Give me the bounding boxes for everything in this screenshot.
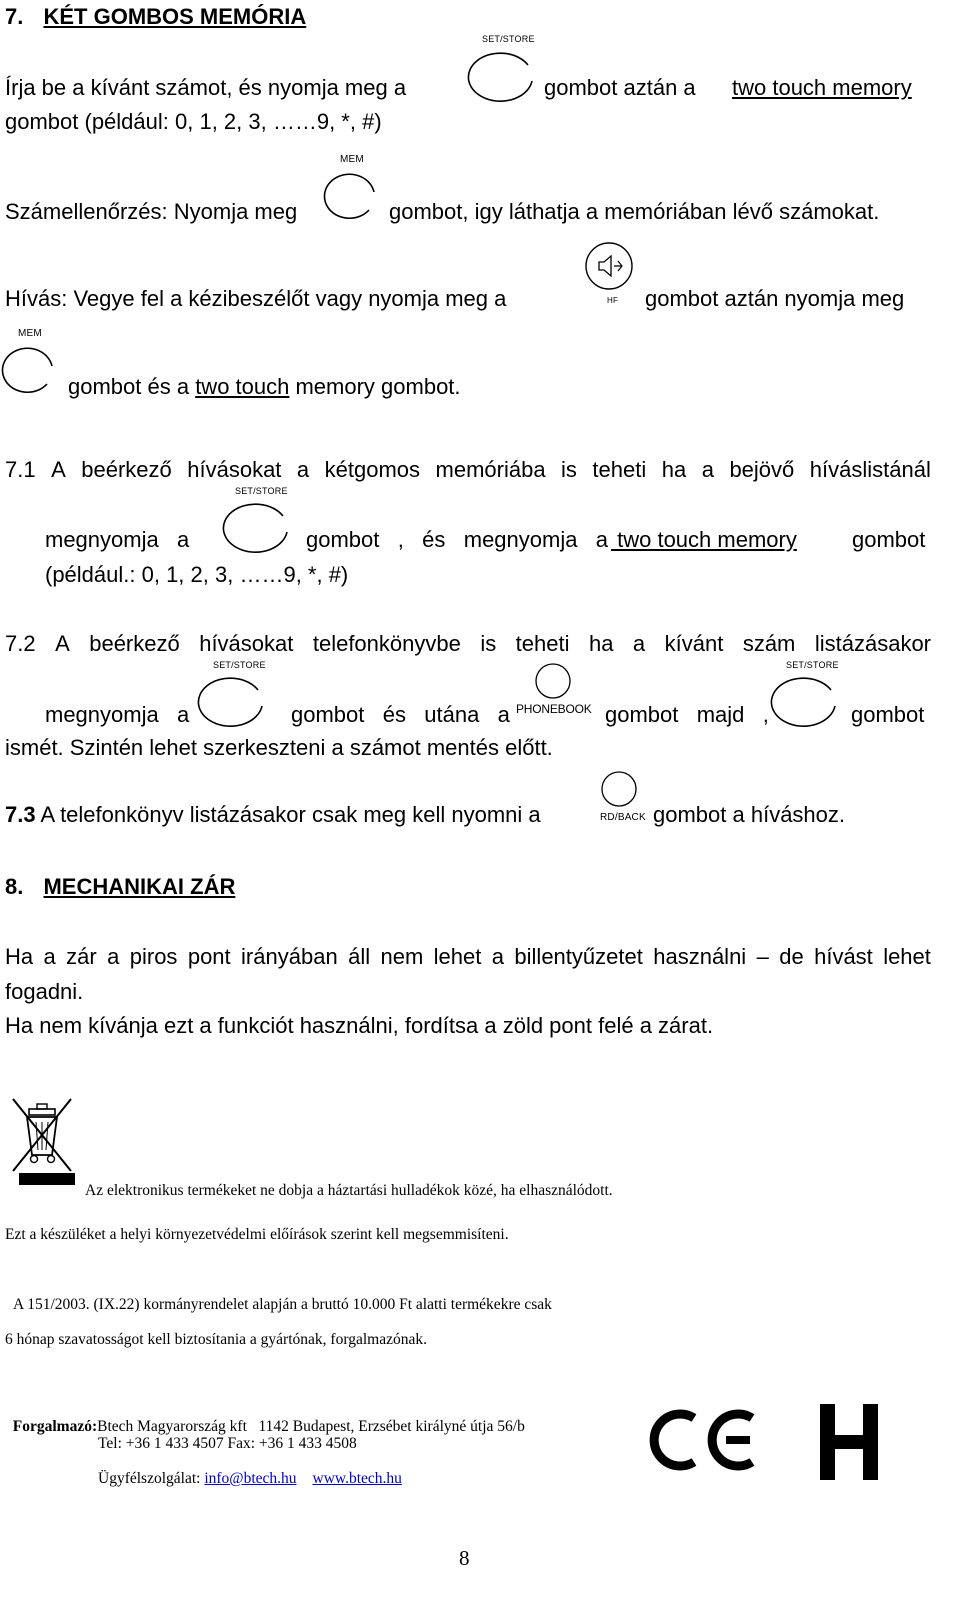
- section-8-number: 8.: [5, 874, 24, 899]
- s72-w3: hívásokat: [199, 631, 294, 656]
- s71-line1: [5, 457, 931, 483]
- set-store-label-4: SET/STORE: [786, 660, 839, 670]
- s7-line2-text: gombot (például: 0, 1, 2, 3, ……9, *, #): [5, 109, 382, 134]
- s72-line2-text-b: gombot és utána a: [291, 702, 510, 727]
- s72-w4: telefonkönyvbe: [312, 631, 461, 656]
- rd-back-label: RD/BACK: [600, 812, 646, 823]
- s8-w5: pont: [187, 944, 231, 969]
- s71-w12: híváslistánál: [809, 457, 931, 482]
- mem-button-icon-2: [3, 328, 63, 395]
- crossed-bin-icon: [5, 1095, 77, 1187]
- s8-w8: nem: [380, 944, 424, 969]
- s8-p1-line1: [5, 944, 931, 970]
- s8-p2: Ha nem kívánja ezt a funkciót használni, fordítsa a zöld pont felé a zárat.: [5, 1013, 714, 1038]
- s72-w11: listázásakor: [814, 631, 931, 656]
- s72-w8: a: [632, 631, 646, 656]
- s8-w12: használni: [653, 944, 747, 969]
- s71-w2: beérkező: [81, 457, 172, 482]
- website-link[interactable]: www.btech.hu: [312, 1470, 402, 1487]
- s73-number: 7.3: [5, 802, 36, 827]
- call-line2: [68, 374, 461, 400]
- s72-w5: is: [480, 631, 497, 656]
- s72-w7: ha: [588, 631, 614, 656]
- section-7-title: KÉT GOMBOS MEMÓRIA: [43, 4, 307, 29]
- s72-w2: beérkező: [89, 631, 180, 656]
- s72-w0: 7.2: [5, 631, 36, 656]
- s72-line1: [5, 631, 931, 657]
- call-text-b: gombot aztán nyomja meg: [645, 286, 905, 311]
- s8-w2: zár: [66, 944, 97, 969]
- s71-w1: A: [51, 457, 66, 482]
- section-7-heading: [5, 4, 306, 30]
- section-7-number: 7.: [5, 4, 24, 29]
- s8-w7: áll: [348, 944, 371, 969]
- mem-button-icon: [325, 154, 385, 221]
- warranty-line2: 6 hónap szavatosságot kell biztosítania a gyártónak, forgalmazónak.: [5, 1331, 427, 1348]
- s71-line2-text-c: gombot: [852, 527, 926, 552]
- section-8-heading: [5, 874, 235, 900]
- section-8-title: MECHANIKAI ZÁR: [43, 874, 236, 899]
- hf-label: HF: [607, 296, 619, 305]
- s8-w4: piros: [129, 944, 178, 969]
- two-touch-memory-text: two touch memory: [732, 75, 912, 100]
- s72-line2-text-c: gombot majd ,: [605, 702, 769, 727]
- s72-line3: ismét. Szintén lehet szerkeszteni a számot mentés előtt.: [5, 735, 553, 760]
- warranty-line1: A 151/2003. (IX.22) kormányrendelet alapján a bruttó 10.000 Ft alatti termékekre csak: [13, 1296, 552, 1313]
- distributor-label: Forgalmazó:: [12, 1418, 98, 1435]
- distributor-phone: Tel: +36 1 433 4507 Fax: +36 1 433 4508: [98, 1435, 357, 1452]
- s71-w7: is: [561, 457, 577, 482]
- s73-text-b: gombot a híváshoz.: [653, 802, 846, 827]
- s71-w0: 7.1: [5, 457, 36, 482]
- s8-w9: lehet: [433, 944, 482, 969]
- s7-line1-text-b: gombot aztán a: [544, 75, 696, 100]
- distributor-company: Btech Magyarország kft 1142 Budapest, Erzsébet királyné útja 56/b: [97, 1418, 525, 1435]
- set-store-label-2: SET/STORE: [235, 486, 288, 496]
- distributor-line: [5, 1400, 525, 1436]
- s71-w11: bejövő: [729, 457, 795, 482]
- s73-line: [5, 802, 541, 828]
- s72-line2-text-d: gombot: [851, 702, 925, 727]
- s71-two-touch-memory: two touch memory: [611, 527, 797, 552]
- ce-mark-logo: [650, 1410, 760, 1470]
- s72-w1: A: [55, 631, 70, 656]
- phonebook-label: PHONEBOOK: [516, 702, 592, 716]
- s8-w3: a: [107, 944, 120, 969]
- set-store-label-3: SET/STORE: [213, 660, 266, 670]
- email-link[interactable]: info@btech.hu: [204, 1470, 297, 1487]
- s8-w6: irányában: [241, 944, 338, 969]
- distributor-service: [98, 1470, 402, 1488]
- call-text-a: Hívás: Vegye fel a kézibeszélőt vagy nyomja meg a: [5, 286, 507, 311]
- set-store-button-icon-4: [773, 660, 843, 732]
- disposal-line2: Ezt a készüléket a helyi környezetvédelmi előírások szerint kell megsemmisíteni.: [5, 1226, 509, 1243]
- call2-text-a: gombot és a: [68, 374, 196, 399]
- s8-w14: de: [779, 944, 804, 969]
- s73-text-a: A telefonkönyv listázásakor csak meg kell nyomni a: [35, 802, 541, 827]
- s8-w10: a: [491, 944, 505, 969]
- disposal-line1: Az elektronikus termékeket ne dobja a háztartási hulladékok közé, ha elhasználódott.: [85, 1182, 613, 1199]
- s71-line3: (például.: 0, 1, 2, 3, ……9, *, #): [45, 562, 349, 587]
- h-mark-logo: [818, 1402, 882, 1482]
- check-text-b: gombot, igy láthatja a memóriában lévő számokat.: [389, 199, 880, 224]
- s8-w11: billentyűzetet: [514, 944, 643, 969]
- hf-speaker-button-icon: [585, 243, 637, 305]
- call2-two-touch: two touch: [195, 374, 290, 399]
- set-store-button-icon: [470, 34, 540, 107]
- set-store-label: SET/STORE: [482, 34, 535, 44]
- phonebook-button-icon: [516, 664, 596, 716]
- s8-w15: hívást: [814, 944, 873, 969]
- check-text-a: Számellenőrzés: Nyomja meg: [5, 199, 298, 224]
- s71-line2-text-a: megnyomja a: [45, 527, 190, 552]
- s72-line2-text-a: megnyomja a: [45, 702, 190, 727]
- service-label: Ügyfélszolgálat:: [98, 1470, 205, 1487]
- s72-w10: szám: [742, 631, 796, 656]
- mem-label-2: MEM: [18, 328, 42, 339]
- s71-w10: a: [701, 457, 714, 482]
- s8-p1-line2: fogadni.: [5, 979, 84, 1004]
- s71-w5: kétgomos: [324, 457, 421, 482]
- call2-text-b: memory gombot.: [289, 374, 461, 399]
- s8-w13: –: [756, 944, 769, 969]
- s8-w0: Ha: [5, 944, 34, 969]
- s8-w1: a: [43, 944, 56, 969]
- page-number: 8: [459, 1546, 470, 1570]
- rd-back-button-icon: [597, 770, 647, 823]
- s72-w9: kívánt: [664, 631, 724, 656]
- s8-w16: lehet: [883, 944, 931, 969]
- s71-w6: memóriába: [435, 457, 546, 482]
- s71-w9: ha: [661, 457, 687, 482]
- set-store-button-icon-3: [200, 660, 270, 732]
- s7-line1-text-a: Írja be a kívánt számot, és nyomja meg a: [5, 75, 407, 100]
- mem-label: MEM: [340, 154, 364, 165]
- s71-w3: hívásokat: [187, 457, 282, 482]
- set-store-button-icon-2: [225, 486, 295, 558]
- s71-line2-text-b: gombot , és megnyomja a: [306, 527, 609, 552]
- s71-w8: teheti: [592, 457, 647, 482]
- s71-w4: a: [296, 457, 310, 482]
- s72-w6: teheti: [515, 631, 570, 656]
